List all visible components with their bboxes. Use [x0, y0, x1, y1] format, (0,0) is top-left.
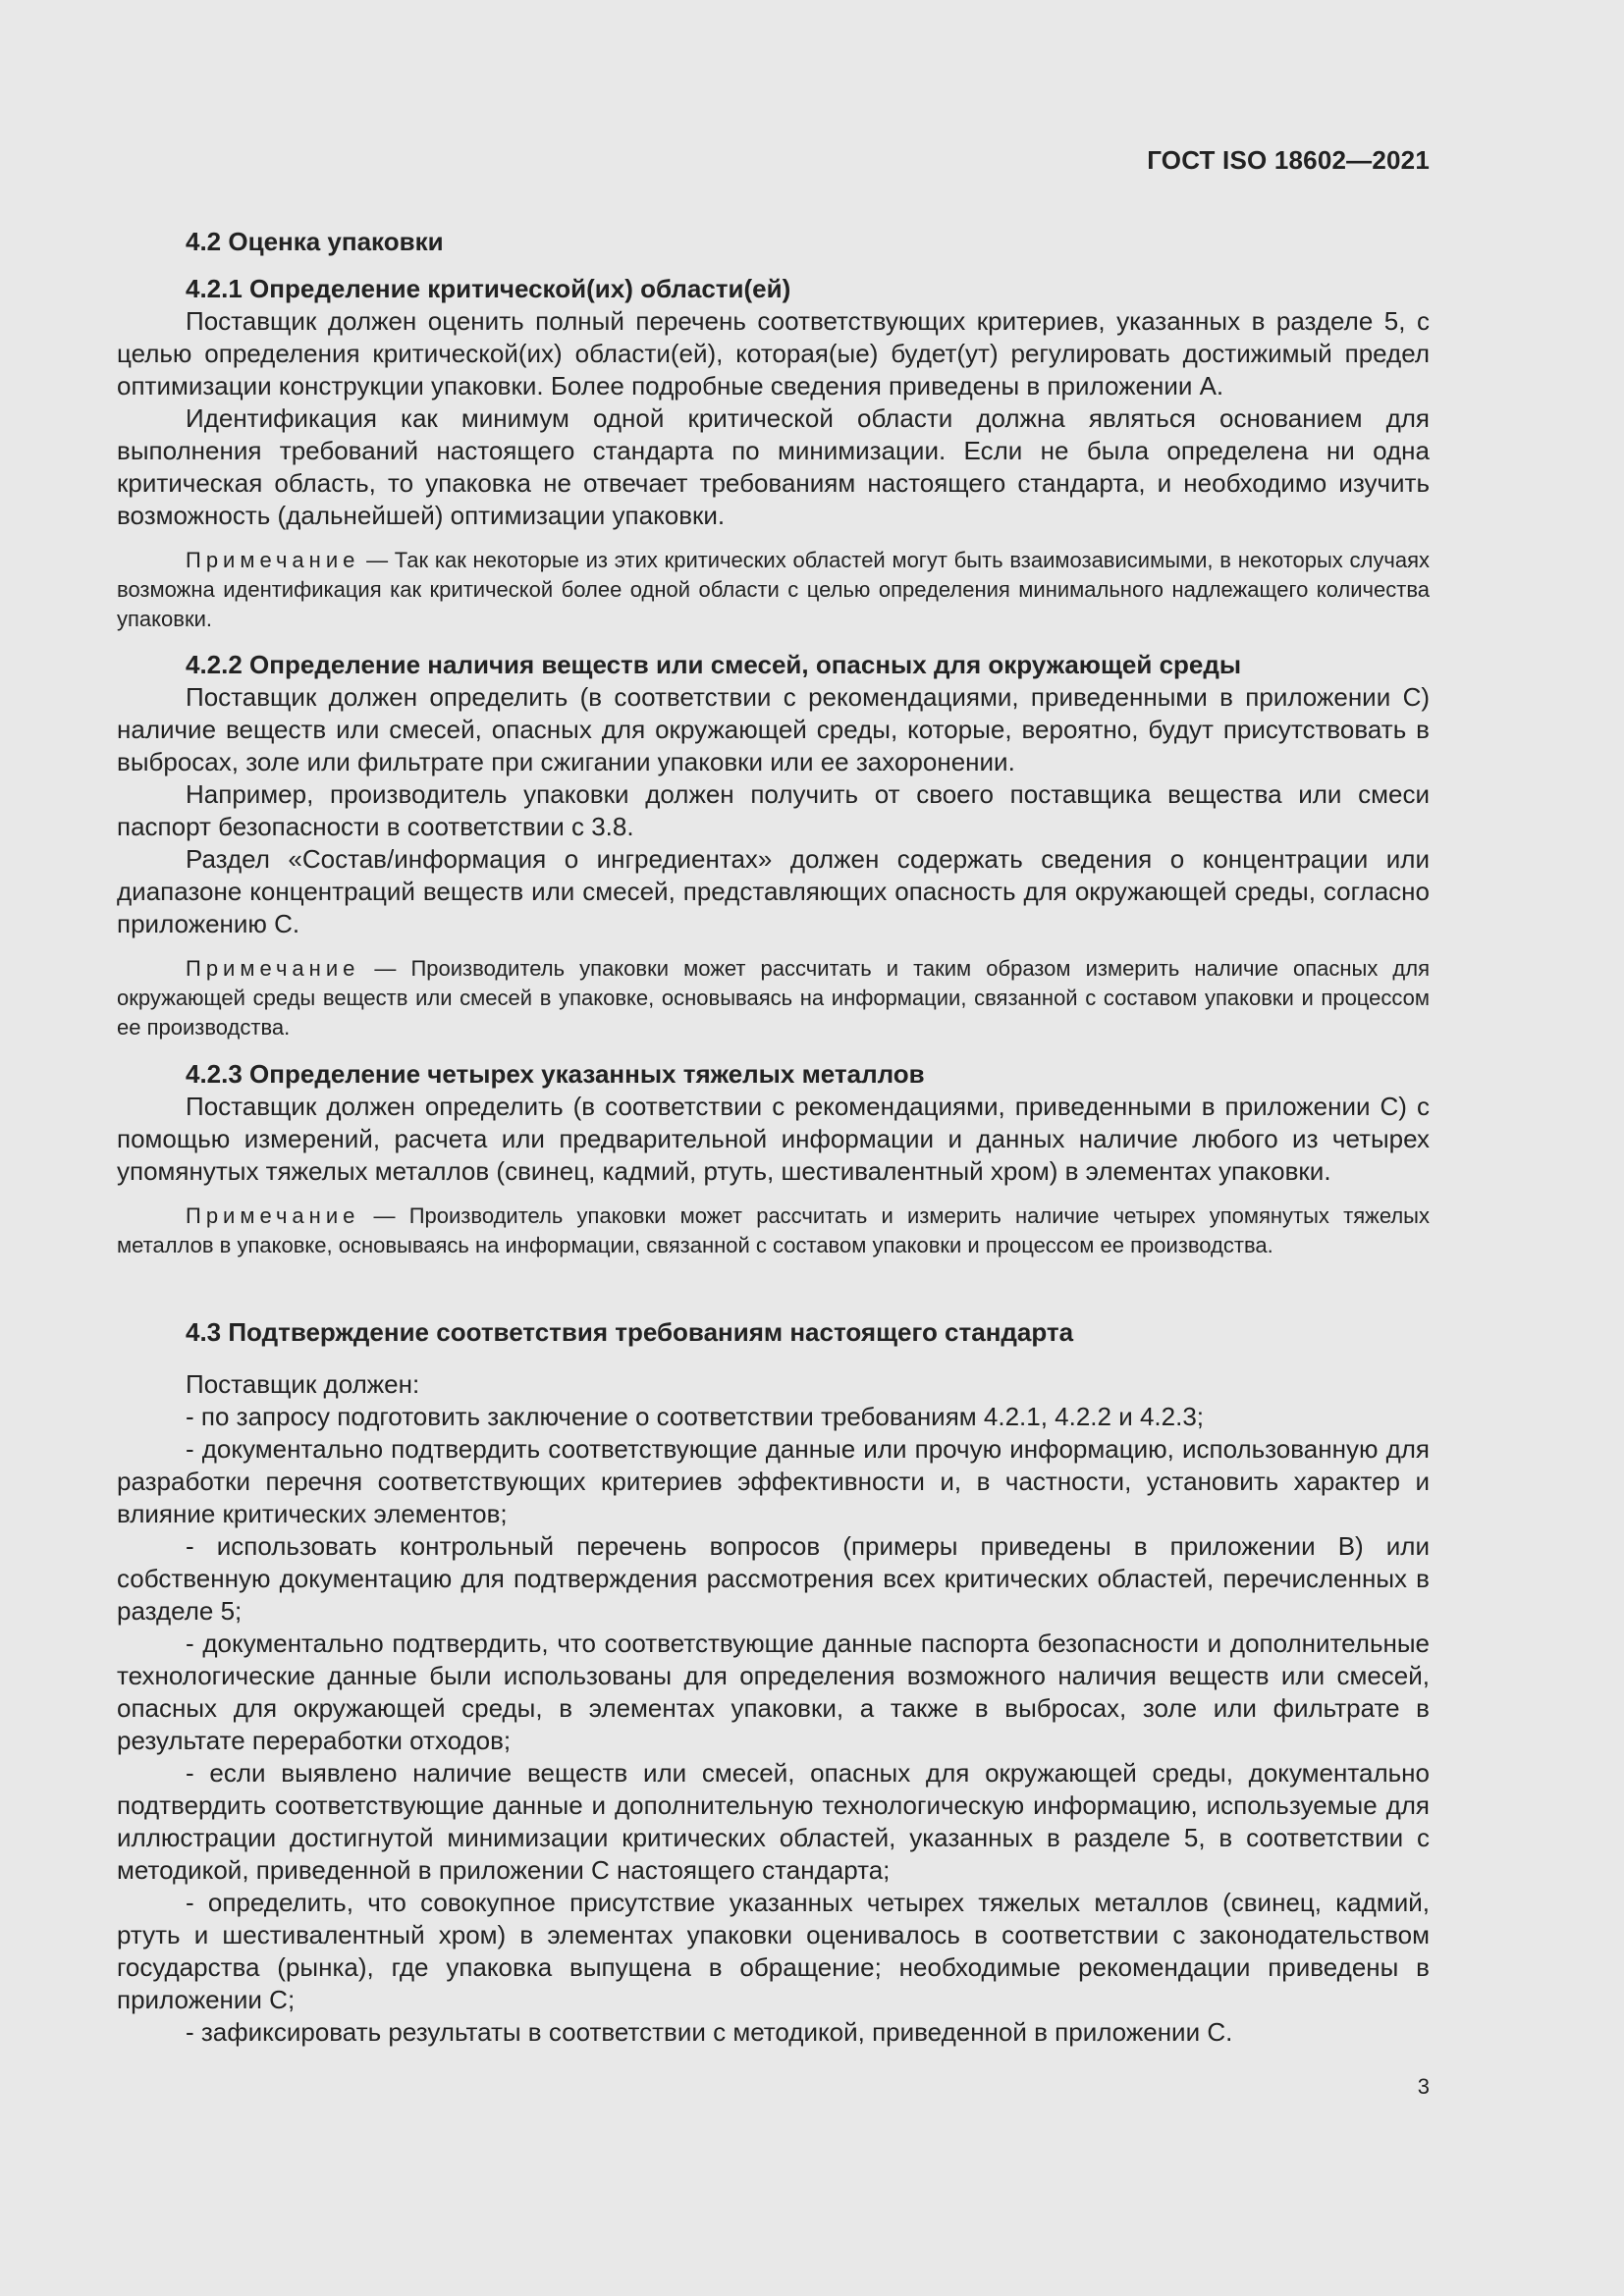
list-item: - документально подтвердить соответствующие данные или прочую информацию, использованную для разработки перечня соответствующих критериев эффективности и, в частности, установить характер и влияние критических элементов; [117, 1434, 1430, 1528]
list-item: - документально подтвердить, что соответствующие данные паспорта безопасности и дополнительные технологические данные были использованы для определения возможного наличия веществ или смесей, опасных для окружающей среды, в элементах упаковки, а также в выбросах, золе или фильтрате в результате переработки отходов; [117, 1629, 1430, 1755]
list-item: - использовать контрольный перечень вопросов (примеры приведены в приложении В) или собственную документацию для подтверждения рассмотрения всех критических областей, перечисленных в разделе 5; [117, 1531, 1430, 1626]
section-4-3 [117, 1316, 1430, 2049]
list-item: - если выявлено наличие веществ или смесей, опасных для окружающей среды, документально подтвердить соответствующие данные и дополнительную технологическую информацию, используемые для иллюстрации достигнутой минимизации критических областей, указанных в разделе 5, в соответствии с методикой, приведенной в приложении С настоящего стандарта; [117, 1758, 1430, 1885]
list-item: - по запросу подготовить заключение о соответствии требованиям 4.2.1, 4.2.2 и 4.2.3; [186, 1402, 1205, 1431]
note-text: — Так как некоторые из этих критических областей могут быть взаимозависимыми, в некоторых случаях возможна идентификация как критической более одной области с целью определения минимального надлежащего количества упаковки. [117, 548, 1430, 631]
section-4-3-heading: 4.3 Подтверждение соответствия требованиям настоящего стандарта [186, 1317, 1074, 1347]
section-4-2-1 [117, 273, 1430, 634]
paragraph: Поставщик должен определить (в соответствии с рекомендациями, приведенными в приложении С) наличие веществ или смесей, опасных для окружающей среды, которые, вероятно, будут присутствовать в выбросах, золе или фильтрате при сжигании упаковки или ее захоронении. [117, 682, 1430, 776]
note [117, 1201, 1430, 1260]
note-label: Примечание [186, 548, 360, 572]
page-number: 3 [1417, 2074, 1430, 2099]
note-text: — Производитель упаковки может рассчитать и измерить наличие четырех упомянутых тяжелых металлов в упаковке, основываясь на информации, связанной с составом упаковки и процессом ее производства. [117, 1203, 1430, 1257]
section-4-2-2 [117, 649, 1430, 1042]
note-text: — Производитель упаковки может рассчитать и таким образом измерить наличие опасных для окружающей среды веществ или смесей в упаковке, основываясь на информации, связанной с составом упаковки и процессом ее производства. [117, 956, 1430, 1040]
paragraph: Например, производитель упаковки должен получить от своего поставщика вещества или смеси паспорт безопасности в соответствии с 3.8. [117, 779, 1430, 841]
section-4-2-3-heading: 4.2.3 Определение четырех указанных тяжелых металлов [186, 1059, 925, 1089]
section-4-2-2-heading: 4.2.2 Определение наличия веществ или смесей, опасных для окружающей среды [186, 650, 1242, 679]
paragraph: Идентификация как минимум одной критической области должна являться основанием для выполнения требований настоящего стандарта по минимизации. Если не была определена ни одна критическая область, то упаковка не отвечает требованиям настоящего стандарта, и необходимо изучить возможность (дальнейшей) оптимизации упаковки. [117, 403, 1430, 530]
note-label: Примечание [186, 956, 360, 981]
paragraph: Поставщик должен определить (в соответствии с рекомендациями, приведенными в приложении С) с помощью измерений, расчета или предварительной информации и данных наличие любого из четырех упомянутых тяжелых металлов (свинец, кадмий, ртуть, шестивалентный хром) в элементах упаковки. [117, 1092, 1430, 1186]
section-4-2-1-heading: 4.2.1 Определение критической(их) области(ей) [186, 274, 791, 303]
paragraph-intro: Поставщик должен: [186, 1369, 420, 1399]
note-label: Примечание [186, 1203, 360, 1228]
note [117, 954, 1430, 1042]
paragraph: Раздел «Состав/информация о ингредиентах» должен содержать сведения о концентрации или диапазоне концентраций веществ или смесей, представляющих опасность для окружающей среды, согласно приложению С. [117, 844, 1430, 938]
list-item: - зафиксировать результаты в соответствии с методикой, приведенной в приложении С. [186, 2017, 1233, 2047]
list-item: - определить, что совокупное присутствие указанных четырех тяжелых металлов (свинец, кадмий, ртуть и шестивалентный хром) в элементах упаковки оценивалось в соответствии с законодательством государства (рынка), где упаковка выпущена в обращение; необходимые рекомендации приведены в приложении С; [117, 1888, 1430, 2014]
document-header-id: ГОСТ ISO 18602—2021 [1147, 145, 1430, 175]
section-4-2-heading: 4.2 Оценка упаковки [186, 227, 444, 256]
section-4-2-3 [117, 1058, 1430, 1260]
note [117, 546, 1430, 634]
paragraph: Поставщик должен оценить полный перечень соответствующих критериев, указанных в разделе 5, с целью определения критической(их) области(ей), которая(ые) будет(ут) регулировать достижимый предел оптимизации конструкции упаковки. Более подробные сведения приведены в приложении А. [117, 306, 1430, 400]
